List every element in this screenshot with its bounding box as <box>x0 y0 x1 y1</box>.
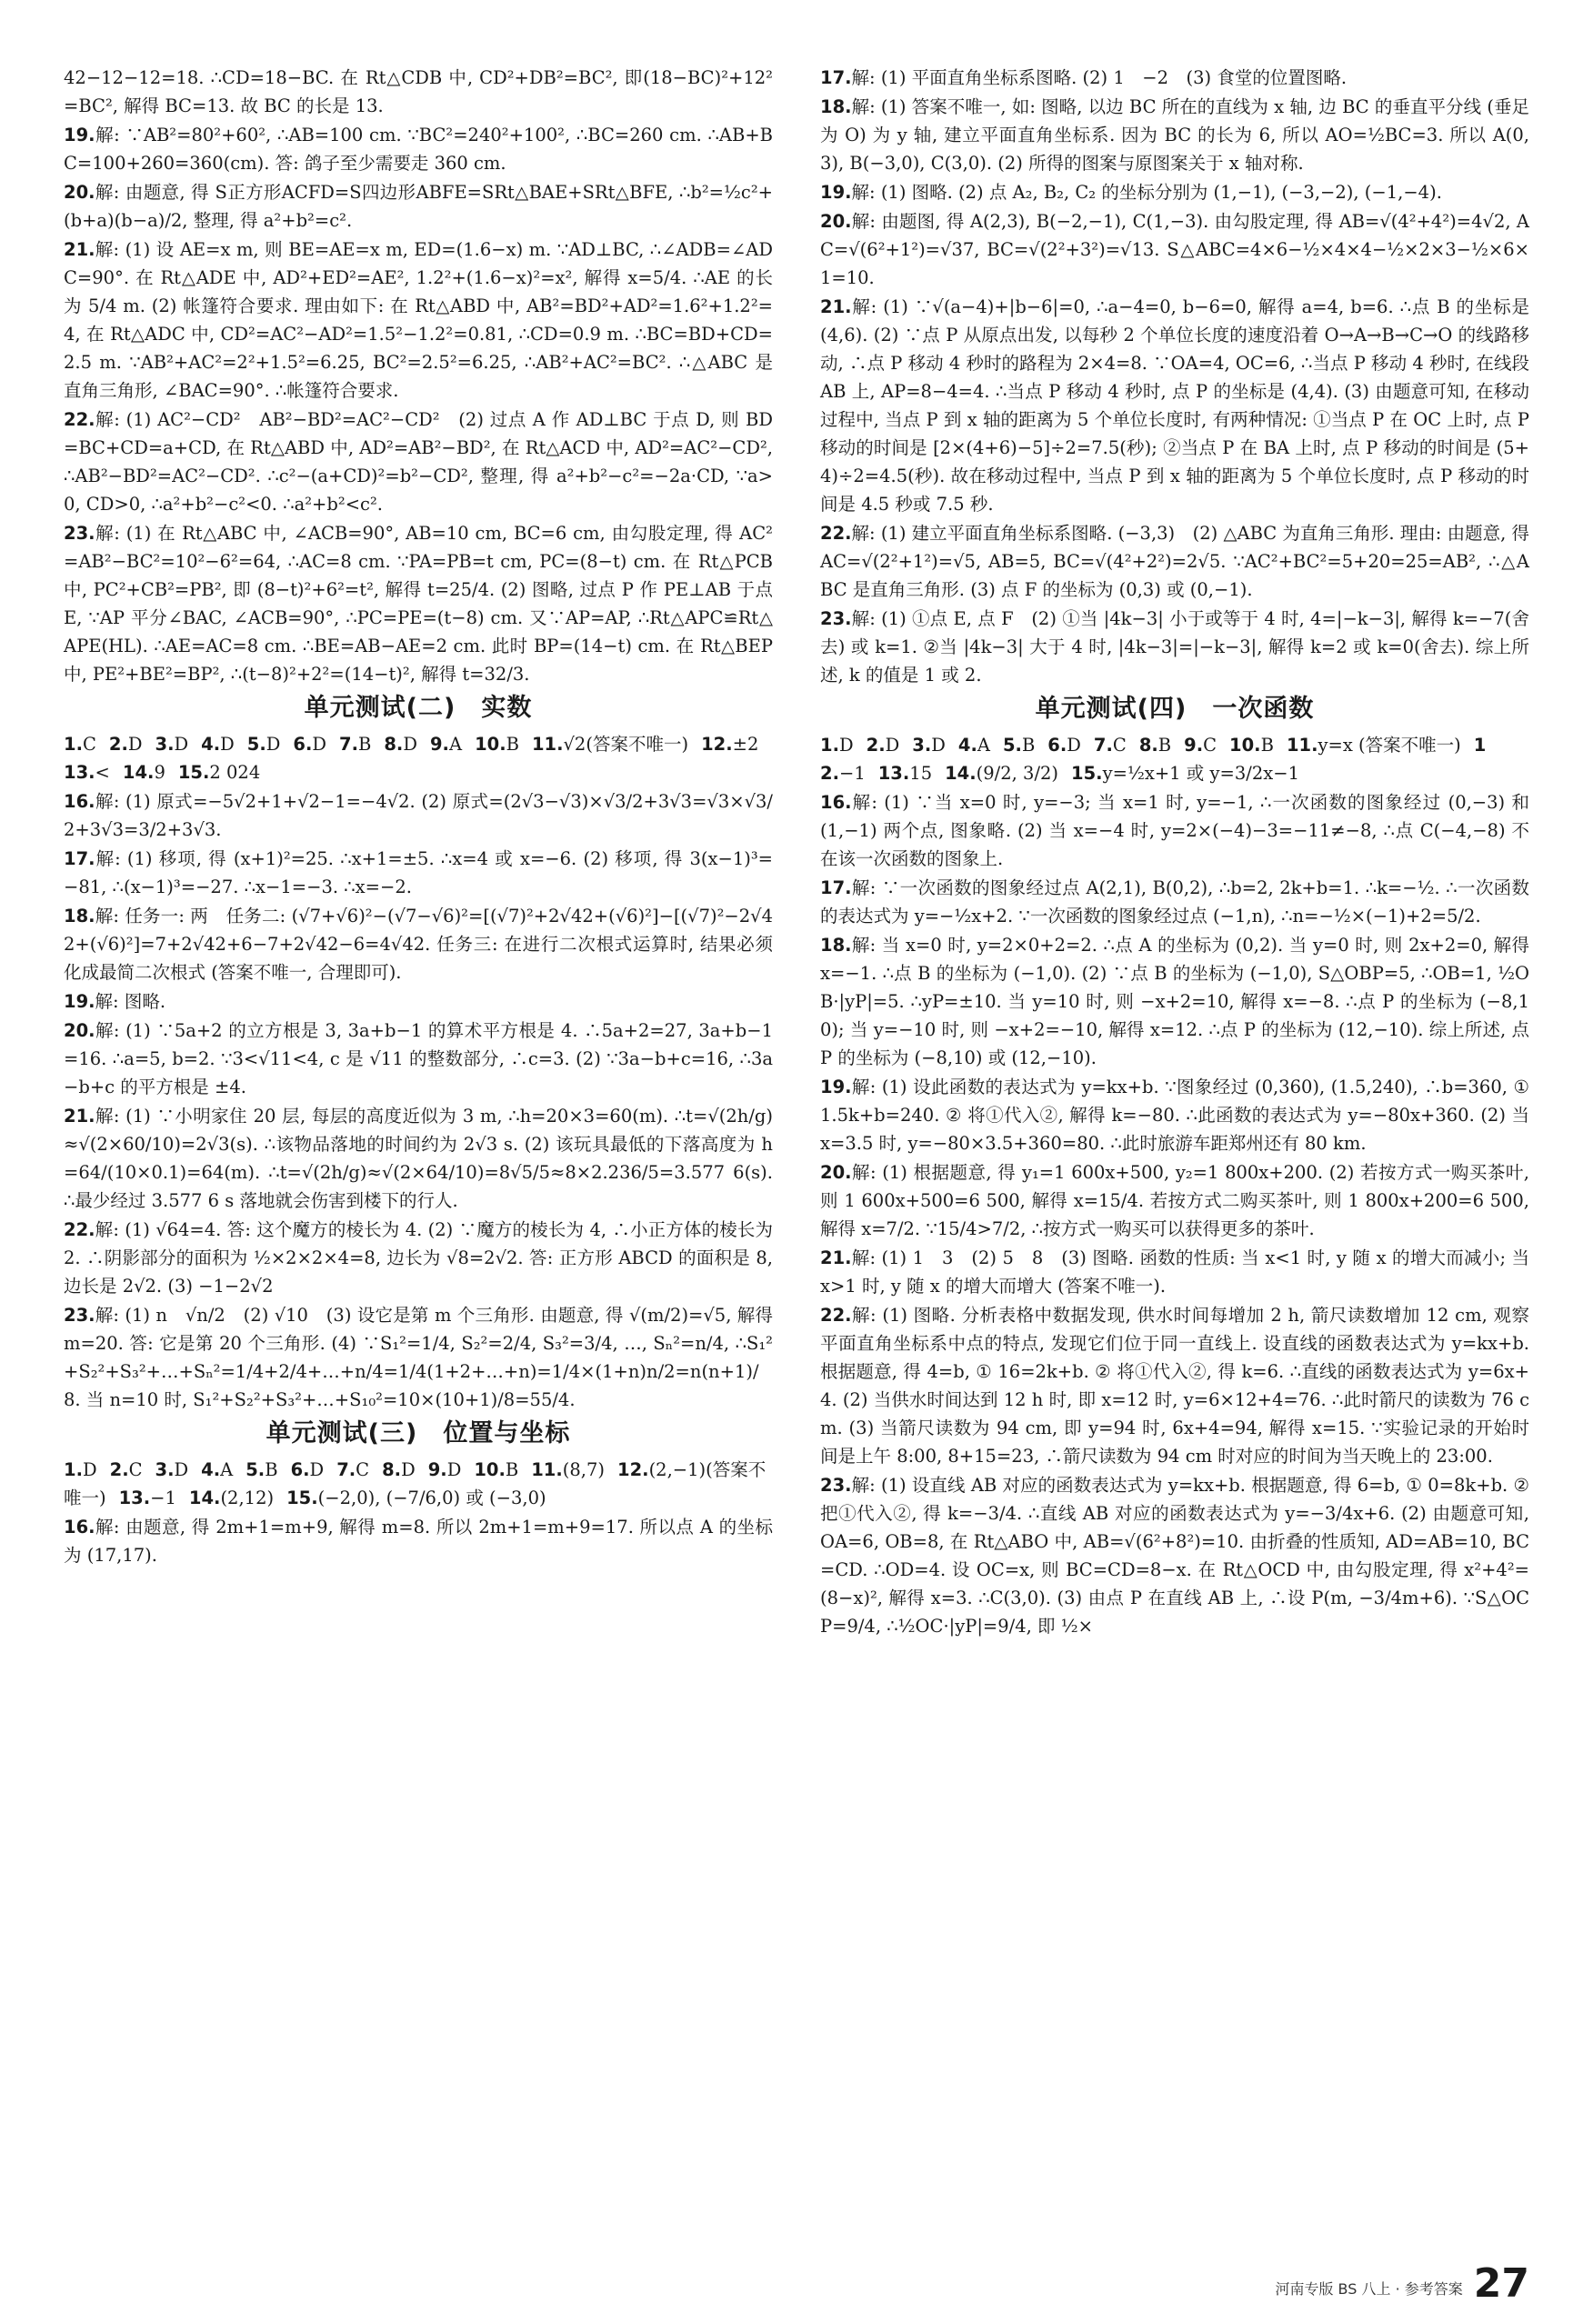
answer-page <box>64 64 1529 2246</box>
question-number: 22. <box>64 409 95 430</box>
solution-text: 解: (1) 图略. 分析表格中数据发现, 供水时间每增加 2 h, 箭尺读数增加 12 cm, 观察平面直角坐标系中点的特点, 发现它们位于同一直线上. 设直线的函数表达式为 y=kx+b. 根据题意, 得 4=b, ① 16=2k+b. ② 将①代入②, 得 k=6. ∴直线的函数表达式为 y=6x+4. (2) 当供水时间达到 12 h 时, 即 x=12 时, y=6×12+4=76. ∴此时箭尺的读数为 76 cm. (3) 当箭尺读数为 94 cm, 即 y=94 时, 6x+4=94, 解得 x=15. ∵实验记录的开始时间是上午 8:00, 8+15=23, ∴箭尺读数为 94 cm 时对应的时间为当天晚上的 23:00. <box>820 1305 1529 1467</box>
answer-value: D <box>174 1459 189 1480</box>
solution-text: 解: (1) 移项, 得 (x+1)²=25. ∴x+1=±5. ∴x=4 或 x=−6. (2) 移项, 得 3(x−1)³=−81, ∴(x−1)³=−27. ∴x−1=−3. ∴x=−2. <box>64 848 773 897</box>
solution-item <box>64 178 773 235</box>
solution-item <box>820 93 1529 177</box>
answer-entry <box>247 734 281 755</box>
solution-item <box>820 1301 1529 1470</box>
question-number: 22. <box>820 523 852 544</box>
question-number: 19. <box>820 1077 852 1097</box>
choice-answers <box>820 731 1529 787</box>
solution-text: 解: (1) AC²−CD² AB²−BD²=AC²−CD² (2) 过点 A 作 AD⊥BC 于点 D, 则 BD=BC+CD=a+CD, 在 Rt△ABD 中, AD²=AB²−BD², 在 Rt△ACD 中, AD²=AC²−CD², ∴AB²−BD²=AC²−CD². ∴c²−(a+CD)²=b²−CD², 整理, 得 a²+b²−c²=−2a·CD, ∵a>0, CD>0, ∴a²+b²−c²<0. ∴a²+b²<c². <box>64 409 773 515</box>
choice-answers <box>64 1456 773 1512</box>
answer-number: 10. <box>474 1459 506 1480</box>
answer-number: 12. <box>701 734 733 755</box>
answer-number: 4. <box>957 735 977 756</box>
answer-value: D <box>220 734 235 755</box>
answer-value: C <box>356 1459 370 1480</box>
question-number: 21. <box>820 1247 852 1268</box>
solution-item <box>64 1102 773 1215</box>
answer-value: A <box>977 735 990 756</box>
solution-text: 解: (1) 设 AE=x m, 则 BE=AE=x m, ED=(1.6−x) m. ∵AD⊥BC, ∴∠ADB=∠ADC=90°. 在 Rt△ADE 中, AD²+ED²=AE², 1.2²+(1.6−x)²=x², 解得 x=5/4. ∴AE 的长为 5/4 m. (2) 帐篷符合要求. 理由如下: 在 Rt△ABD 中, AB²=BD²+AD²=1.6²+1.2²=4, 在 Rt△ADC 中, CD²=AC²−AD²=1.5²−1.2²=0.81, ∴CD=0.9 m. ∴BC=BD+CD=2.5 m. ∵AB²+AC²=2²+1.5²=6.25, BC²=2.5²=6.25, ∴AB²+AC²=BC². ∴△ABC 是直角三角形, ∠BAC=90°. ∴帐篷符合要求. <box>64 239 773 401</box>
answer-number: 15. <box>177 762 210 783</box>
answer-entry <box>155 734 189 755</box>
question-number: 17. <box>64 848 95 869</box>
solution-item <box>820 605 1529 689</box>
answer-number: 3. <box>155 1459 175 1480</box>
answer-value: < <box>95 762 110 783</box>
solution-text: 解: 任务一: 两 任务二: (√7+√6)²−(√7−√6)²=[(√7)²+2√42+(√6)²]−[(√7)²−2√42+(√6)²]=7+2√42+6−7+2√42−6=4√42. 任务三: 在进行二次根式运算时, 结果必须化成最简二次根式 (答案不唯一, 合理即可). <box>64 906 773 983</box>
question-number: 16. <box>820 792 852 813</box>
answer-number: 1. <box>64 1459 83 1480</box>
question-number: 20. <box>820 211 852 232</box>
answer-entry <box>286 1488 546 1508</box>
solution-text: 解: (1) 在 Rt△ABC 中, ∠ACB=90°, AB=10 cm, BC=6 cm, 由勾股定理, 得 AC²=AB²−BC²=10²−6²=64, ∴AC=8 cm. ∵PA=PB=t cm, PC=(8−t) cm. 在 Rt△PCB 中, PC²+CB²=PB², 即 (8−t)²+6²=t², 解得 t=25/4. (2) 图略, 过点 P 作 PE⊥AB 于点 E, ∵AP 平分∠BAC, ∠ACB=90°, ∴PC=PE=(t−8) cm. 又∵AP=AP, ∴Rt△APC≌Rt△APE(HL). ∴AE=AC=8 cm. ∴BE=AB−AE=2 cm. 此时 BP=(14−t) cm. 在 Rt△BEP 中, PE²+BE²=BP², ∴(t−8)²+2²=(14−t)², 解得 t=32/3. <box>64 523 773 685</box>
answer-value: D <box>446 1459 462 1480</box>
answer-value: D <box>931 735 946 756</box>
question-number: 16. <box>64 791 95 812</box>
solution-item <box>64 1017 773 1101</box>
solution-item <box>820 207 1529 292</box>
answer-value: (9/2, 3/2) <box>976 763 1059 784</box>
answer-value: D <box>1067 735 1081 756</box>
solution-text: 解: (1) ∵√(a−4)+|b−6|=0, ∴a−4=0, b−6=0, 解得 a=4, b=6. ∴点 B 的坐标是 (4,6). (2) ∵点 P 从原点出发, 以每秒 2 个单位长度的速度沿着 O→A→B→C→O 的线路移动, ∴点 P 移动 4 秒时的路程为 2×4=8. ∵OA=4, OC=6, ∴当点 P 移动 4 秒时, 在线段 AB 上, AP=8−4=4. ∴当点 P 移动 4 秒时, 点 P 的坐标是 (4,4). (3) 由题意可知, 在移动过程中, 当点 P 到 x 轴的距离为 5 个单位长度时, 有两种情况: ①当点 P 在 OC 上时, 点 P 移动的时间是 [2×(4+6)−5]÷2=7.5(秒); ②当点 P 在 BA 上时, 点 P 移动的时间是 (5+4)÷2=4.5(秒). 故在移动过程中, 当点 P 到 x 轴的距离为 5 个单位长度时, 点 P 移动的时间是 4.5 秒或 7.5 秒. <box>820 296 1529 515</box>
answer-number: 10. <box>1229 735 1261 756</box>
answer-number: 13. <box>118 1488 151 1508</box>
answer-value: (8,7) <box>562 1459 606 1480</box>
solution-item <box>820 1244 1529 1300</box>
solution-text: 解: (1) √64=4. 答: 这个魔方的棱长为 4. (2) ∵魔方的棱长为 4, ∴小正方体的棱长为 2. ∴阴影部分的面积为 ½×2×2×4=8, 边长为 √8=2√2. 答: 正方形 ABCD 的面积是 8, 边长是 2√2. (3) −1−2√2 <box>64 1219 773 1297</box>
answer-number: 5. <box>1002 735 1022 756</box>
solution-text: 解: (1) 答案不唯一, 如: 图略, 以边 BC 所在的直线为 x 轴, 边 BC 的垂直平分线 (垂足为 O) 为 y 轴, 建立平面直角坐标系. 因为 BC 的长为 6, 所以 AO=½BC=3. 所以 A(0,3), B(−3,0), C(3,0). (2) 所得的图案与原图案关于 x 轴对称. <box>820 96 1529 174</box>
answer-number: 5. <box>245 1459 266 1480</box>
answer-number: 3. <box>155 734 175 755</box>
answer-value: D <box>838 735 854 756</box>
answer-value: A <box>448 734 463 755</box>
answer-number: 6. <box>1047 735 1067 756</box>
answer-entry <box>178 762 260 783</box>
answer-value: 2 024 <box>209 762 261 783</box>
solution-text: 42−12−12=18. ∴CD=18−BC. 在 Rt△CDB 中, CD²+DB²=BC², 即(18−BC)²+12²=BC², 解得 BC=13. 故 BC 的长是 13. <box>64 67 773 116</box>
answer-value: D <box>127 734 143 755</box>
solution-text: 解: (1) 设直线 AB 对应的函数表达式为 y=kx+b. 根据题意, 得 6=b, ① 0=8k+b. ② 把①代入②, 得 k=−3/4. ∴直线 AB 对应的函数表达式为 y=−3/4x+6. (2) 由题意可知, OA=6, OB=8, 在 Rt△ABO 中, AB=√(6²+8²)=10. 由折叠的性质知, AD=AB=10, BC=CD. ∴OD=4. 设 OC=x, 则 BC=CD=8−x. 在 Rt△OCD 中, 由勾股定理, 得 x²+4²=(8−x)², 解得 x=3. ∴C(3,0). (3) 由点 P 在直线 AB 上, ∴设 P(m, −3/4m+6). ∵S△OCP=9/4, ∴½OC·|yP|=9/4, 即 ½× <box>820 1475 1529 1637</box>
solution-item <box>820 1158 1529 1243</box>
question-number: 22. <box>64 1219 95 1240</box>
answer-entry <box>532 734 688 755</box>
answer-entry <box>945 763 1058 784</box>
solution-item <box>64 1301 773 1414</box>
answer-number: 5. <box>246 734 266 755</box>
left-column <box>64 64 773 1570</box>
solution-text: 解: (1) 根据题意, 得 y₁=1 600x+500, y₂=1 800x+200. (2) 若按方式一购买茶叶, 则 1 600x+500=6 500, 解得 x=15/4. 若按方式二购买茶叶, 则 1 800x+200=6 500, 解得 x=7/2. ∵15/4>7/2, ∴按方式一购买可以获得更多的茶叶. <box>820 1162 1529 1239</box>
answer-entry <box>189 1488 274 1508</box>
answer-entry <box>336 1459 369 1480</box>
solution-text: 解: 由题意, 得 2m+1=m+9, 解得 m=8. 所以 2m+1=m+9=17. 所以点 A 的坐标为 (17,17). <box>64 1517 773 1566</box>
solution-text: 解: (1) 建立平面直角坐标系图略. (−3,3) (2) △ABC 为直角三角形. 理由: 由题意, 得 AC=√(2²+1²)=√5, AB=5, BC=√(4²+2²)=2√5. ∵AC²+BC²=5+20=25=AB², ∴△ABC 是直角三角形. (3) 点 F 的坐标为 (0,3) 或 (0,−1). <box>820 523 1529 600</box>
answer-entry <box>878 763 932 784</box>
solution-item <box>64 902 773 987</box>
solution-text: 解: 图略. <box>95 991 166 1012</box>
answer-value: C <box>128 1459 143 1480</box>
answer-entry <box>201 1459 233 1480</box>
answer-number: 2. <box>866 735 886 756</box>
solution-item <box>64 1216 773 1300</box>
solution-item <box>820 1471 1529 1640</box>
question-number: 23. <box>64 523 95 544</box>
solution-text: 解: (1) 设此函数的表达式为 y=kx+b. ∵图象经过 (0,360), (1.5,240), ∴b=360, ① 1.5k+b=240. ② 将①代入②, 解得 k=−80. ∴此函数的表达式为 y=−80x+360. (2) 当 x=3.5 时, y=−80×3.5+360=80. ∴此时旅游车距郑州还有 80 km. <box>820 1077 1529 1154</box>
answer-number: 14. <box>945 763 977 784</box>
answer-value: A <box>220 1459 234 1480</box>
solution-item <box>64 787 773 844</box>
answer-entry <box>123 762 165 783</box>
answer-entry <box>1071 763 1299 784</box>
answer-number: 10. <box>475 734 506 755</box>
answer-value: 9 <box>154 762 165 783</box>
page-footer <box>1275 2260 1529 2307</box>
answer-entry <box>64 734 96 755</box>
right-column <box>820 64 1529 1641</box>
question-number: 19. <box>64 125 95 145</box>
answer-entry <box>245 1459 277 1480</box>
answer-value: (2,12) <box>220 1488 275 1508</box>
answer-number: 11. <box>531 1459 563 1480</box>
solution-text: 解: (1) ①点 E, 点 F (2) ①当 |4k−3| 小于或等于 4 时, 4=|−k−3|, 解得 k=−7(舍去) 或 k=1. ②当 |4k−3| 大于 4 时, |4k−3|=|−k−3|, 解得 k=2 或 k=0(舍去). 综上所述, k 的值是 1 或 2. <box>820 608 1529 686</box>
answer-value: B <box>1260 735 1274 756</box>
solution-text: 解: (1) n √n/2 (2) √10 (3) 设它是第 m 个三角形. 由题意, 得 √(m/2)=√5, 解得 m=20. 答: 它是第 20 个三角形. (4) ∵S₁²=1/4, S₂²=2/4, S₃²=3/4, …, Sₙ²=n/4, ∴S₁²+S₂²+S₃²+…+Sₙ²=1/4+2/4+…+n/4=1/4(1+2+…+n)=1/4×(1+n)n/2=n(n+1)/8. 当 n=10 时, S₁²+S₂²+S₃²+…+S₁₀²=10×(10+1)/8=55/4. <box>64 1305 773 1410</box>
question-number: 23. <box>64 1305 95 1326</box>
question-number: 18. <box>64 906 95 927</box>
answer-value: D <box>174 734 189 755</box>
solution-item <box>64 519 773 688</box>
answer-value: D <box>82 1459 97 1480</box>
section-heading: 单元测试(四) 一次函数 <box>1035 695 1315 723</box>
solution-text: 解: 由题图, 得 A(2,3), B(−2,−1), C(1,−3). 由勾股定理, 得 AB=√(4²+4²)=4√2, AC=√(6²+1²)=√37, BC=√(2²+3²)=√13. S△ABC=4×6−½×4×4−½×2×3−½×6×1=10. <box>820 211 1529 288</box>
answer-number: 9. <box>427 1459 447 1480</box>
page-number: 27 <box>1473 2260 1529 2307</box>
solution-item <box>64 1513 773 1569</box>
answer-value: B <box>265 1459 278 1480</box>
answer-value: C <box>82 734 96 755</box>
answer-number: 13. <box>64 762 95 783</box>
solution-item <box>64 64 773 120</box>
answer-entry <box>339 734 371 755</box>
question-number: 21. <box>64 239 95 260</box>
solution-item <box>820 293 1529 518</box>
solution-item <box>820 1073 1529 1157</box>
answer-number: 7. <box>1093 735 1113 756</box>
answer-entry <box>820 735 854 756</box>
question-number: 16. <box>64 1517 95 1538</box>
answer-value: √2(答案不唯一) <box>563 734 689 755</box>
question-number: 19. <box>820 182 852 203</box>
answer-entry <box>1094 735 1127 756</box>
answer-value: B <box>1157 735 1172 756</box>
answer-number: 4. <box>201 734 221 755</box>
answer-entry <box>1003 735 1035 756</box>
answer-number: 1. <box>820 735 839 756</box>
answer-entry <box>1229 735 1274 756</box>
question-number: 20. <box>64 1020 95 1041</box>
answer-entry <box>293 734 326 755</box>
solution-item <box>820 931 1529 1072</box>
answer-value: C <box>1203 735 1217 756</box>
answer-number: 2. <box>109 1459 129 1480</box>
section-heading: 单元测试(三) 位置与坐标 <box>266 1419 571 1447</box>
answer-entry <box>1047 735 1081 756</box>
question-number: 18. <box>820 96 852 117</box>
answer-entry <box>110 1459 143 1480</box>
question-number: 23. <box>820 608 852 629</box>
solution-item <box>64 235 773 405</box>
answer-entry <box>64 1459 97 1480</box>
answer-value: D <box>403 734 417 755</box>
answer-value: D <box>401 1459 416 1480</box>
answer-value: −1 <box>150 1488 176 1508</box>
answer-number: 9. <box>1184 735 1204 756</box>
answer-value: C <box>1112 735 1127 756</box>
solution-text: 解: (1) ∵小明家住 20 层, 每层的高度近似为 3 m, ∴h=20×3=60(m). ∴t=√(2h/g)≈√(2×60/10)=2√3(s). ∴该物品落地的时间约为 2√3 s. (2) 该玩具最低的下落高度为 h=64/(10×0.1)=64(m). ∴t=√(2h/g)≈√(2×64/10)=8√5/5≈8×2.236/5=3.577 6(s). ∴最少经过 3.577 6 s 落地就会伤害到楼下的行人. <box>64 1106 773 1211</box>
solution-item <box>64 406 773 518</box>
answer-number: 2. <box>108 734 128 755</box>
answer-entry <box>867 735 900 756</box>
answer-number: 11. <box>1286 735 1318 756</box>
answer-value: 15 <box>909 763 933 784</box>
answer-entry <box>155 1459 189 1480</box>
question-number: 17. <box>820 877 852 898</box>
answer-entry <box>531 1459 605 1480</box>
question-number: 21. <box>820 296 852 317</box>
answer-number: 4. <box>201 1459 221 1480</box>
answer-value: (−2,0), (−7/6,0) 或 (−3,0) <box>317 1488 546 1508</box>
answer-entry <box>912 735 946 756</box>
answer-entry <box>1139 735 1171 756</box>
answer-value: ±2 <box>732 734 759 755</box>
footer-label: 河南专版 BS 八上 · 参考答案 <box>1275 2280 1463 2298</box>
solution-text: 解: (1) ∵当 x=0 时, y=−3; 当 x=1 时, y=−1, ∴一次函数的图象经过 (0,−3) 和 (1,−1) 两个点, 图象略. (2) 当 x=−4 时, y=2×(−4)−3=−11≠−8, ∴点 C(−4,−8) 不在该一次函数的图象上. <box>820 792 1529 869</box>
answer-number: 11. <box>531 734 564 755</box>
answer-value: (2,−1)(答案不唯一) <box>64 1459 766 1508</box>
solution-text: 解: (1) 原式=−5√2+1+√2−1=−4√2. (2) 原式=(2√3−√3)×√3/2+3√3=√3×√3/2+3√3=3/2+3√3. <box>64 791 773 840</box>
answer-number: 9. <box>429 734 449 755</box>
answer-entry <box>291 1459 325 1480</box>
question-number: 23. <box>820 1475 852 1496</box>
answer-entry <box>384 734 417 755</box>
answer-number: 6. <box>290 1459 310 1480</box>
question-number: 22. <box>820 1305 852 1326</box>
question-number: 20. <box>820 1162 852 1183</box>
answer-value: B <box>506 734 519 755</box>
answer-number: 13. <box>877 763 910 784</box>
answer-number: 6. <box>293 734 313 755</box>
answer-entry <box>430 734 462 755</box>
answer-entry <box>382 1459 416 1480</box>
answer-entry <box>475 734 519 755</box>
solution-text: 解: (1) 1 3 (2) 5 8 (3) 图略. 函数的性质: 当 x<1 时, y 随 x 的增大而减小; 当 x>1 时, y 随 x 的增大而增大 (答案不唯一). <box>820 1247 1529 1297</box>
answer-entry <box>958 735 990 756</box>
choice-answers <box>64 730 773 786</box>
answer-number: 1. <box>64 734 83 755</box>
question-number: 21. <box>64 1106 95 1127</box>
answer-entry <box>109 734 143 755</box>
answer-number: 7. <box>336 1459 356 1480</box>
section-heading: 单元测试(二) 实数 <box>304 694 533 722</box>
solution-item <box>64 845 773 901</box>
solution-item <box>820 874 1529 930</box>
answer-value: −1 <box>838 763 866 784</box>
answer-number: 12. <box>617 1459 649 1480</box>
answer-number: 7. <box>339 734 359 755</box>
answer-entry <box>474 1459 518 1480</box>
answer-value: B <box>1021 735 1036 756</box>
answer-value: B <box>358 734 372 755</box>
solution-text: 解: 当 x=0 时, y=2×0+2=2. ∴点 A 的坐标为 (0,2). 当 y=0 时, 则 2x+2=0, 解得 x=−1. ∴点 B 的坐标为 (−1,0). (2) ∵点 B 的坐标为 (−1,0), S△OBP=5, ∴OB=1, ½OB·|yP|=5. ∴yP=±10. 当 y=10 时, 则 −x+2=10, 解得 x=−8. ∴点 P 的坐标为 (−8,10); 当 y=−10 时, 则 −x+2=−10, 解得 x=12. ∴点 P 的坐标为 (12,−10). 综上所述, 点 P 的坐标为 (−8,10) 或 (12,−10). <box>820 935 1529 1068</box>
solution-text: 解: ∵一次函数的图象经过点 A(2,1), B(0,2), ∴b=2, 2k+b=1. ∴k=−½. ∴一次函数的表达式为 y=−½x+2. ∵一次函数的图象经过点 (−1,n), ∴n=−½×(−1)+2=5/2. <box>820 877 1529 927</box>
solution-text: 解: 由题意, 得 S正方形ACFD=S四边形ABFE=SRt△BAE+SRt△BFE, ∴b²=½c²+(b+a)(b−a)/2, 整理, 得 a²+b²=c². <box>64 182 773 231</box>
answer-number: 14. <box>188 1488 221 1508</box>
solution-text: 解: (1) ∵5a+2 的立方根是 3, 3a+b−1 的算术平方根是 4. ∴5a+2=27, 3a+b−1=16. ∴a=5, b=2. ∵3<√11<4, c 是 √11 的整数部分, ∴c=3. (2) ∵3a−b+c=16, ∴3a−b+c 的平方根是 ±4. <box>64 1020 773 1097</box>
answer-value: D <box>885 735 900 756</box>
answer-value: y=½x+1 或 y=3/2x−1 <box>1102 763 1299 784</box>
solution-item <box>820 519 1529 604</box>
answer-value: D <box>312 734 327 755</box>
solution-text: 解: (1) 图略. (2) 点 A₂, B₂, C₂ 的坐标分别为 (1,−1), (−3,−2), (−1,−4). <box>851 182 1442 203</box>
answer-entry <box>64 762 110 783</box>
solution-item <box>820 178 1529 206</box>
answer-entry <box>701 734 758 755</box>
answer-value: D <box>266 734 281 755</box>
answer-entry <box>428 1459 462 1480</box>
answer-value: D <box>309 1459 325 1480</box>
answer-number: 8. <box>382 1459 402 1480</box>
question-number: 17. <box>820 67 852 88</box>
solution-item <box>820 788 1529 873</box>
solution-text: 解: ∵AB²=80²+60², ∴AB=100 cm. ∵BC²=240²+100², ∴BC=260 cm. ∴AB+BC=100+260=360(cm). 答: 鸽子至少需要走 360 cm. <box>64 125 773 174</box>
answer-number: 12. <box>820 735 1487 784</box>
answer-entry <box>1287 735 1461 756</box>
answer-entry <box>201 734 235 755</box>
answer-number: 8. <box>384 734 404 755</box>
solution-item <box>64 987 773 1016</box>
solution-item <box>820 64 1529 92</box>
answer-entry <box>1184 735 1217 756</box>
answer-entry <box>119 1488 176 1508</box>
solution-item <box>64 121 773 177</box>
solution-text: 解: (1) 平面直角坐标系图略. (2) 1 −2 (3) 食堂的位置图略. <box>851 67 1348 88</box>
answer-number: 15. <box>1071 763 1103 784</box>
answer-number: 15. <box>286 1488 318 1508</box>
question-number: 19. <box>64 991 95 1012</box>
answer-number: 14. <box>122 762 155 783</box>
question-number: 18. <box>820 935 852 956</box>
answer-value: y=x (答案不唯一) <box>1317 735 1461 756</box>
answer-number: 8. <box>1138 735 1158 756</box>
answer-number: 3. <box>912 735 932 756</box>
question-number: 20. <box>64 182 95 203</box>
answer-value: B <box>505 1459 519 1480</box>
